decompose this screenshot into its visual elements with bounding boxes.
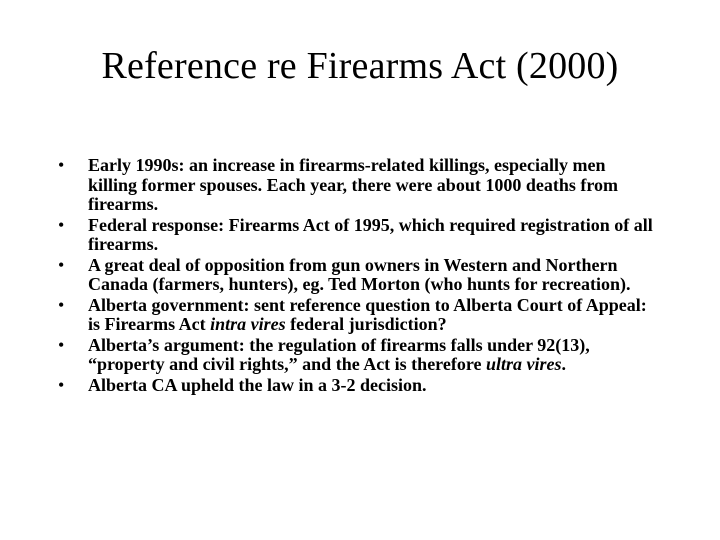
bullet-text: Federal response: Firearms Act of 1995, which required registration of all firearms. <box>88 214 653 254</box>
slide-title: Reference re Firearms Act (2000) <box>101 45 619 87</box>
bullet-text-emphasis: intra vires <box>210 314 286 334</box>
bullet-item <box>58 336 658 375</box>
bullet-dot-icon: • <box>58 294 65 315</box>
bullet-item <box>58 256 658 295</box>
bullet-item <box>58 376 658 396</box>
bullet-text-emphasis: ultra vires <box>485 354 562 374</box>
bullet-dot-icon: • <box>58 214 65 235</box>
bullet-item <box>58 156 658 215</box>
bullet-text: A great deal of opposition from gun owners in Western and Northern Canada (farmers, hunters), eg. Ted Morton (who hunts for recreation). <box>88 254 631 294</box>
bullet-text: Early 1990s: an increase in firearms-related killings, especially men killing former spouses. Each year, there were about 1000 deaths from firearms. <box>88 155 618 214</box>
bullet-item <box>58 296 658 335</box>
bullet-dot-icon: • <box>58 334 65 355</box>
bullet-text-end: federal jurisdiction? <box>285 314 447 334</box>
bullet-text-start: Alberta government: sent reference question to Alberta Court of Appeal: is Firearms Act <box>88 294 647 334</box>
bullet-dot-icon: • <box>58 155 65 175</box>
bullet-list <box>58 156 658 396</box>
bullet-text-end: . <box>561 354 566 374</box>
bullet-dot-icon: • <box>58 374 65 395</box>
bullet-text-start: Alberta’s argument: the regulation of firearms falls under 92(13), “property and civil rights,” and the Act is therefore <box>88 334 590 374</box>
bullet-text: Alberta CA upheld the law in a 3-2 decision. <box>88 374 427 395</box>
bullet-item <box>58 216 658 255</box>
bullet-dot-icon: • <box>58 254 65 275</box>
